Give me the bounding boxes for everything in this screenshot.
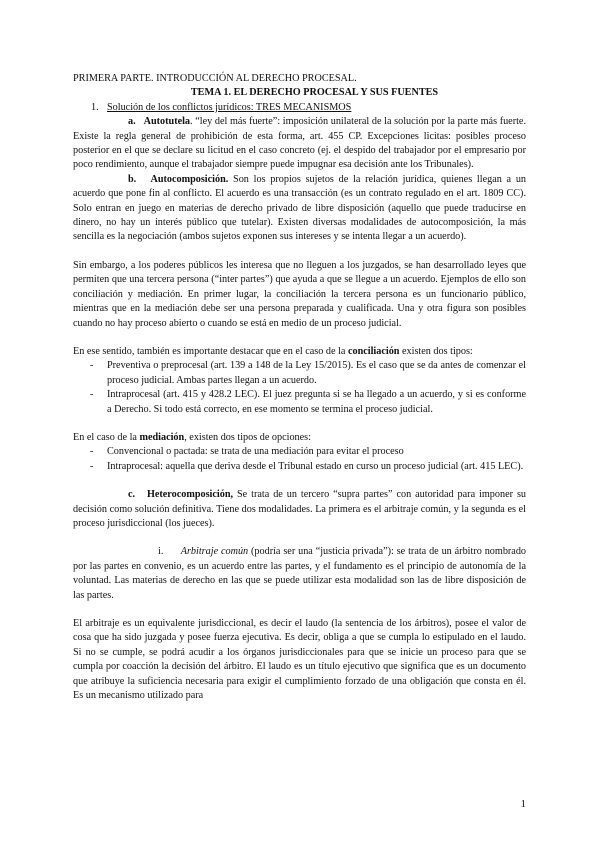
term-autocomposicion: Autocomposición.: [150, 173, 229, 185]
term-arbitraje-comun: Arbitraje común: [180, 546, 249, 558]
page-number: 1: [520, 798, 526, 810]
term-autotutela: Autotutela: [143, 116, 191, 128]
dash-bullet: -: [90, 389, 94, 401]
list-item-text: Intraprocesal: aquella que deriva desde el Tribunal estado en curso un proceso judicial (art. 415 LEC).: [107, 460, 524, 472]
item-label: i.: [158, 546, 164, 558]
term-heterocomposicion: Heterocomposición,: [146, 489, 234, 501]
tema-title: TEMA 1. EL DERECHO PROCESAL Y SUS FUENTES: [190, 87, 439, 99]
dash-bullet: -: [90, 460, 94, 472]
item-label: c.: [128, 489, 136, 501]
autotutela-text: . “ley del más fuerte”: imposición unilateral de la solución por la parte más fuerte. Existe la regla general de prohibición de esta forma, art. 455 CP. Excepciones licitas: posibles proceso posterior en el que se declare su licitud en el caso concreto (ej. el despido del trabajador por el empresario por poco rendimiento, aunque el trabajador siempre puede impugnar esa decisión ante los Tribunales).: [73, 116, 526, 171]
autocomposicion-text: Son los propios sujetos de la relación jurídica, quienes llegan a un acuerdo que pone fin al conflicto. El acuerdo es una transacción (es un contrato regulado en el art. 1809 CC). Solo entran en juego en materias de derecho privado de libre disposición (aquello que puede traducirse en dinero, no hay un interés público que tutelar). Existen diversas modalidades de autocomposición, la más sencilla es la negociación (ambos sujetos exponen sus intereses y se intenta llegar a un acuerdo).: [73, 173, 527, 243]
list-item: [73, 460, 526, 474]
list-item: [73, 388, 526, 417]
item-label: b.: [128, 173, 137, 185]
paragraph-conciliacion: [73, 345, 526, 359]
dash-bullet: -: [90, 360, 94, 372]
section-heading: [73, 101, 526, 115]
list-item: [73, 445, 526, 459]
heterocomposicion-text: Se trata de un tercero “supra partes” con autoridad para imponer su decisión como solución definitiva. Tiene dos modalidades. La primera es el arbitraje común, y la segunda es el proceso jurisdiccional (los jueces).: [73, 489, 526, 529]
part-title: PRIMERA PARTE. INTRODUCCIÓN AL DERECHO PROCESAL.: [73, 73, 357, 84]
conciliacion-intro: En ese sentido, también es importante destacar que en el caso de la: [73, 345, 348, 357]
mediacion-intro-end: , existen dos tipos de opciones:: [184, 431, 311, 443]
paragraph-arbitraje-comun: [73, 545, 526, 603]
section-number: 1.: [91, 101, 99, 113]
term-conciliacion: conciliación: [347, 345, 400, 357]
mediacion-list: [73, 445, 526, 474]
list-item-text: Convencional o pactada: se trata de una mediación para evitar el proceso: [107, 446, 404, 458]
term-mediacion: mediación: [139, 431, 185, 443]
paragraph-autocomposicion: [73, 173, 526, 245]
list-item-text: Preventiva o preprocesal (art. 139 a 148 de la Ley 15/2015). Es el caso que se da antes de comenzar el proceso judicial. Ambas partes llegan a un acuerdo.: [107, 360, 526, 386]
paragraph-autotutela: [73, 115, 526, 173]
paragraph-mediacion: [73, 431, 526, 445]
dash-bullet: -: [90, 446, 94, 458]
section-title: Solución de los conflictos jurídicos: TRES MECANISMOS: [107, 101, 352, 113]
list-item-text: Intraprocesal (art. 415 y 428.2 LEC). El juez pregunta si se ha llegado a un acuerdo, y si es conforme a Derecho. Si todo está correcto, en ese momento se termina el proceso judicial.: [107, 389, 526, 415]
document-page: [73, 70, 526, 703]
paragraph-heterocomposicion: [73, 488, 526, 531]
conciliacion-list: [73, 359, 526, 417]
arbitraje-comun-text: (podría ser una “justicia privada”): se trata de un árbitro nombrado por las partes en convenio, es un acuerdo entre las partes, y el fundamento es el principio de autonomía de la voluntad. Las materias de derecho en las que se puede utilizar esta modalidad son las de libre disposición de las partes.: [73, 546, 527, 601]
list-item: [73, 359, 526, 388]
conciliacion-intro-end: existen dos tipos:: [399, 345, 473, 357]
paragraph-arbitraje: El arbitraje es un equivalente jurisdiccional, es decir el laudo (la sentencia de los árbitros), posee el valor de cosa que ha sido juzgada y posee fuerza ejecutiva. Es decir, obliga a que se cumpla lo estipulado en el laudo. Si no se cumple, se podrá acudir a los órganos jurisdiccionales para que se inicie un proceso para que se cumpla por coacción la decisión del árbitro. El laudo es un título ejecutivo que significa que es un documento que atribuye la suficiencia necesaria para exigir el cumplimiento forzado de una obligación que consta en él. Es un mecanismo utilizado para: [73, 618, 526, 702]
mediacion-intro: En el caso de la: [73, 431, 140, 443]
item-label: a.: [128, 116, 136, 128]
paragraph-sin-embargo: Sin embargo, a los poderes públicos les interesa que no lleguen a los juzgados, se han desarrollado leyes que permiten que una tercera persona (“inter partes”) que ayuda a que se llegue a un acuerdo. Ejemplos de ello son conciliación y mediación. En primer lugar, la conciliación la tercera persona es un funcionario público, mientras que en la mediación debe ser una persona preparada y cualificada. Una y otra figura son posibles cuando no hay proceso abierto o cuando se está en medio de un proceso judicial.: [73, 259, 526, 329]
